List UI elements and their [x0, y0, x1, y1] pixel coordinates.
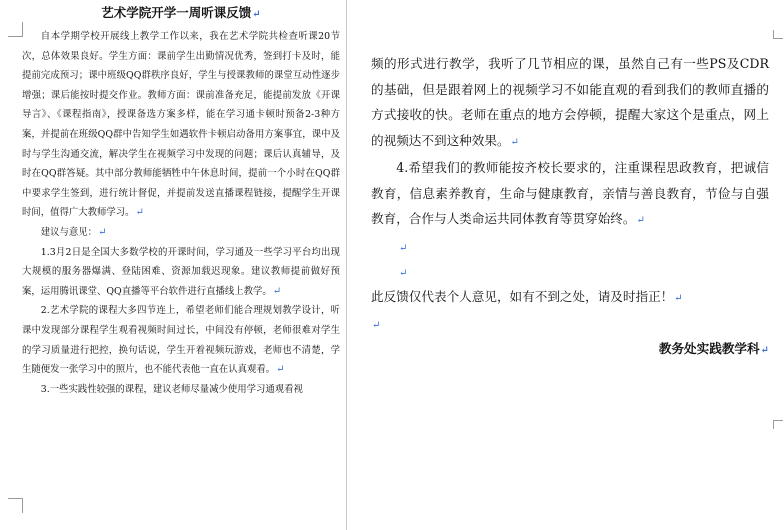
right-page: [371, 51, 769, 364]
disclaimer-paragraph[interactable]: [371, 284, 769, 312]
crop-mark-top-left: [8, 22, 23, 37]
suggestion-1-paragraph[interactable]: [22, 243, 340, 302]
empty-paragraph[interactable]: [371, 234, 769, 259]
paragraph-mark-icon: ↵: [636, 215, 645, 226]
page-divider: [346, 0, 347, 530]
paragraph-mark-icon: ↵: [252, 9, 261, 20]
paragraph-mark-icon: ↵: [674, 292, 683, 304]
crop-mark-bottom-left: [8, 498, 23, 513]
suggestions-heading-text: 建议与意见：: [40, 226, 98, 238]
suggestion-1-text: 1.3月2日是全国大多数学校的开课时间，学习通及一些学习平台均出现大规模的服务器爆满、登陆困难、资源加载迟现象。建议教师提前做好预案，运用腾讯课堂、QQ直播等平台软件进行直播线上教学。: [22, 246, 340, 297]
suggestion-3-paragraph-start[interactable]: [22, 380, 340, 400]
document-title-line[interactable]: [22, 3, 340, 25]
department-signature: 教务处实践教学科: [658, 341, 760, 356]
suggestion-2-paragraph[interactable]: [22, 301, 340, 379]
paragraph-mark-icon: ↵: [135, 207, 144, 219]
suggestions-heading[interactable]: [22, 223, 340, 243]
disclaimer-text: 此反馈仅代表个人意见，如有不到之处，请及时指正！: [371, 288, 674, 304]
intro-paragraph[interactable]: [22, 27, 340, 223]
suggestion-3-text-start: 3.一些实践性较强的课程，建议老师尽量减少使用学习通观看视: [40, 383, 303, 395]
suggestion-3-text-continued: 频的形式进行教学，我听了几节相应的课，虽然自己有一些PS及CDR的基础，但是跟着网上的视频学习不如能直观的看到我们的教师直播的方式接收的快。老师在重点的地方会停顿，提醒大家这个是重点，网上的视频达不到这种效果。: [371, 56, 769, 148]
left-page: [22, 3, 340, 399]
document-title: 艺术学院开学一周听课反馈: [101, 5, 252, 20]
paragraph-mark-icon: ↵: [510, 136, 519, 148]
signature-paragraph[interactable]: [371, 336, 769, 364]
suggestion-3-paragraph-continued[interactable]: [371, 51, 769, 155]
suggestion-4-paragraph[interactable]: [371, 155, 769, 234]
paragraph-mark-icon: ↵: [276, 364, 285, 376]
paragraph-mark-icon: ↵: [98, 226, 107, 238]
paragraph-mark-icon: ↵: [399, 267, 408, 279]
paragraph-mark-icon: ↵: [399, 242, 408, 254]
paragraph-mark-icon: ↵: [272, 285, 282, 297]
crop-mark-top-right: [773, 30, 783, 39]
intro-paragraph-text: 自本学期学校开展线上教学工作以来，我在艺术学院共检查听课20节次，总体效果良好。学生方面：课前学生出勤情况优秀，签到打卡及时，能提前完成预习；课中班级QQ群秩序良好，学生与授课教师的课堂互动性逐步增强；课后能按时提交作业。教师方面：课前准备充足，能提前发放《开课导言》、《课程指南》，授课备选方案多样，能在学习通卡顿时预备2-3种方案，并提前在班级QQ群中告知学生如遇软件卡顿启动备用方案事宜，课中及时与学生沟通交流，解决学生在视频学习中发现的问题；课后认真辅导，及时在QQ群答疑。其中部分教师能牺牲中午休息时间，提前一个小时在QQ群中要求学生签到，进行统计督促，并提前发送直播课程链接，提醒学生开课时间，值得广大教师学习。: [22, 31, 340, 219]
paragraph-mark-icon: ↵: [372, 320, 381, 331]
crop-mark-bottom-right: [773, 420, 783, 429]
empty-paragraph[interactable]: [371, 311, 769, 336]
empty-paragraph[interactable]: [371, 259, 769, 284]
suggestion-2-text: 2.艺术学院的课程大多四节连上，希望老师们能合理规划教学设计，听课中发现部分课程学生观看视频时间过长，中间没有停顿，老师很难对学生的学习质量进行把控，换句话说，学生开着视频玩游戏，老师也不清楚，学生随便发一张学习中的照片，也不能代表他一直在认真观看。: [22, 305, 340, 376]
paragraph-mark-icon: ↵: [760, 345, 769, 356]
suggestion-4-text: 4.希望我们的教师能按齐校长要求的，注重课程思政教育，把诚信教育，信息素养教育，生命与健康教育，亲情与善良教育，节俭与自强教育，合作与人类命运共同体教育等贯穿始终。: [371, 160, 769, 226]
